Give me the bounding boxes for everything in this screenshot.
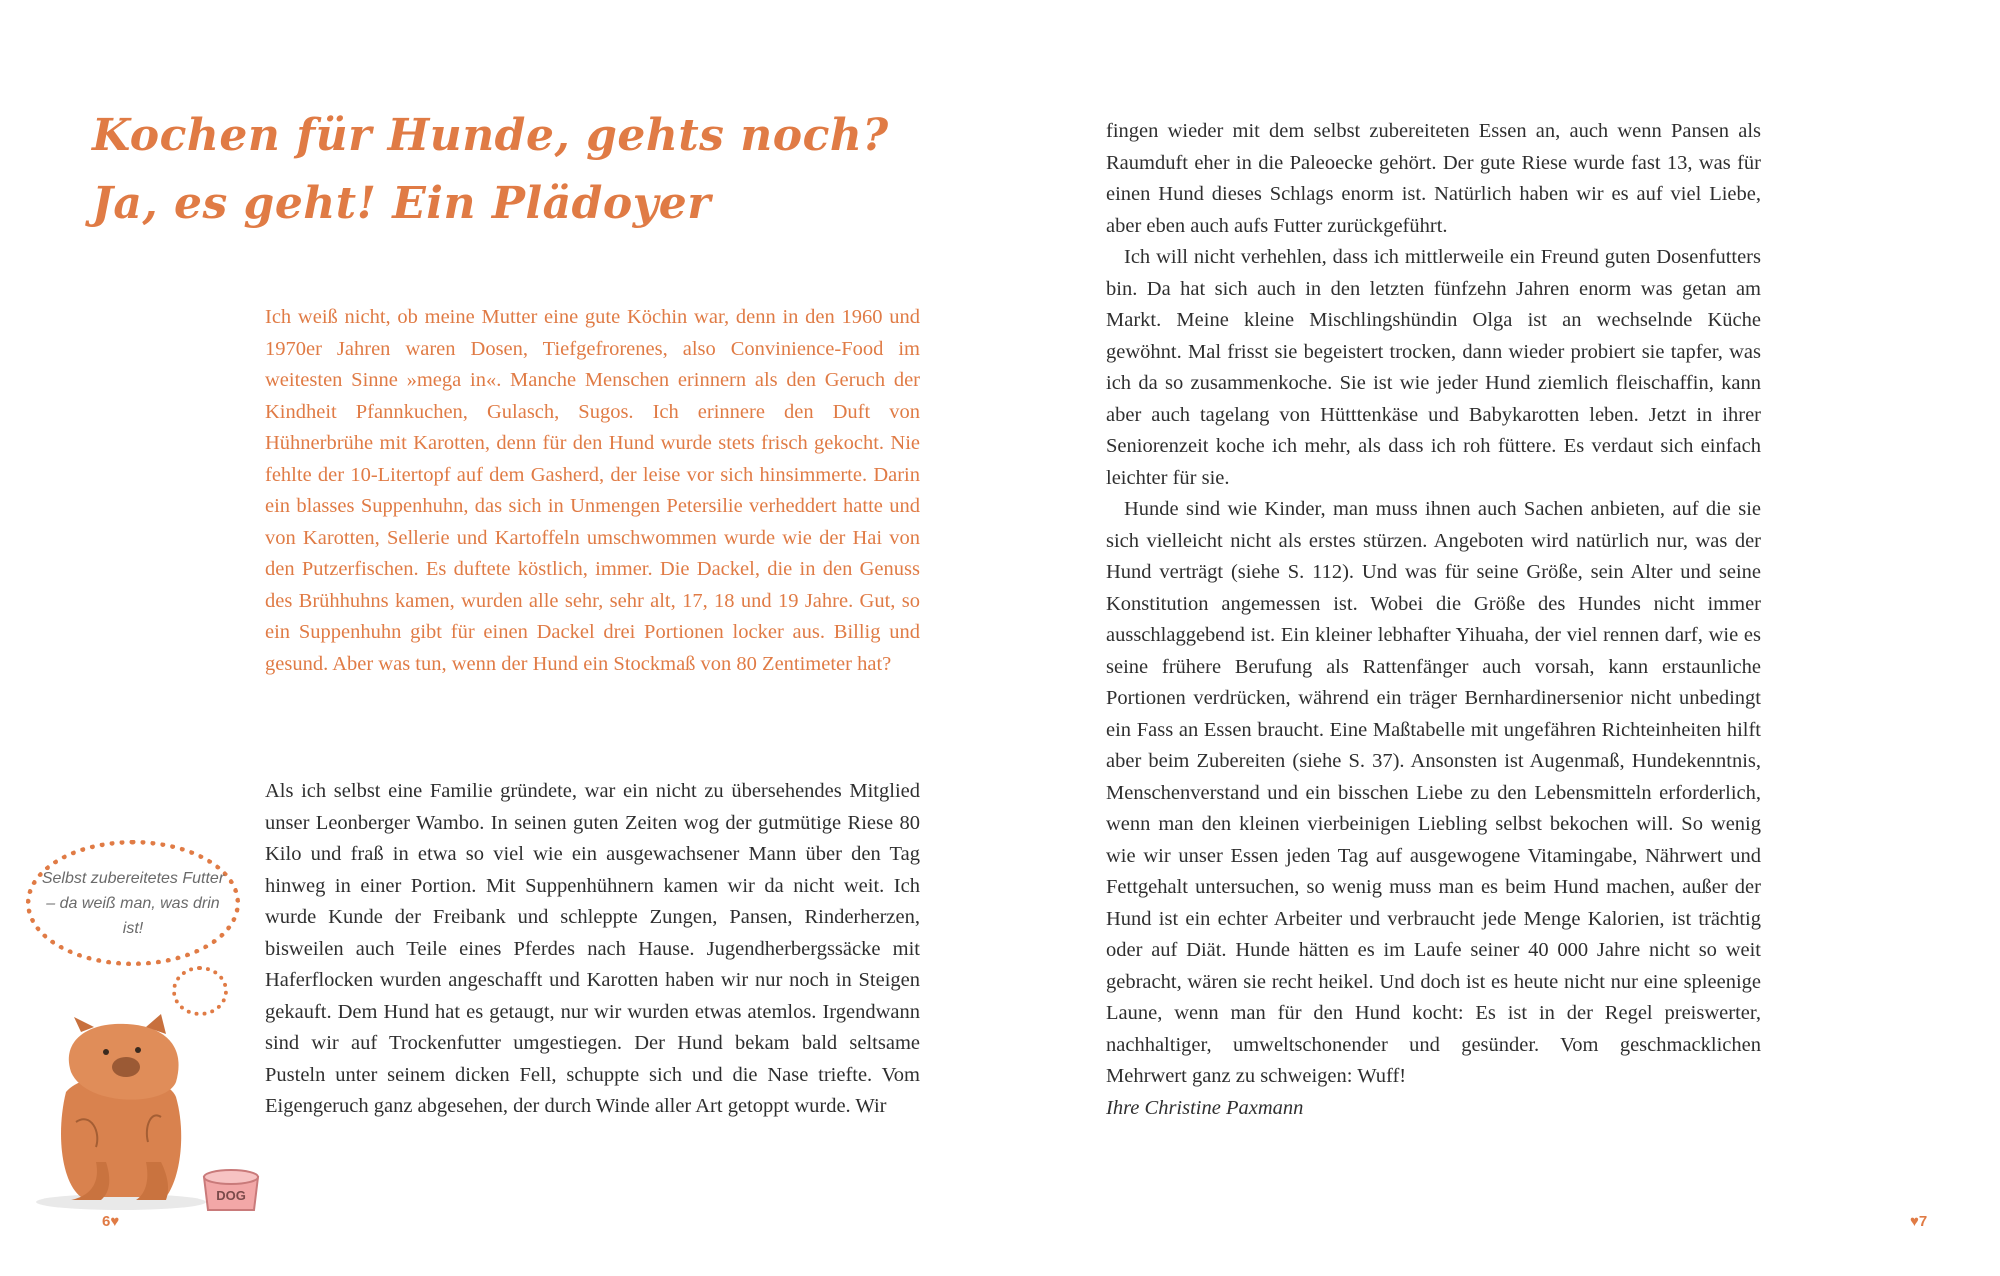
- chapter-title-line-1: Kochen für Hunde, gehts noch?: [92, 110, 889, 161]
- paragraph-right-2: Ich will nicht verhehlen, dass ich mittlerweile ein Freund guten Dosenfutters bin. Da hat sich auch in den letzten fünfzehn Jahren enorm was getan am Markt. Meine kleine Mischlingshündin Olga ist an wechselnde Küche gewöhnt. Mal frisst sie begeistert trocken, dann wieder probiert sie tapfer, was ich da so zusammenkoche. Sie ist wie jeder Hund ziemlich fleischaffin, kann aber auch tagelang von Hütttenkäse und Babykarotten leben. Jetzt in ihrer Seniorenzeit koche ich mehr, als dass ich roh füttere. Es verdaut sich einfach leichter für sie.: [1106, 246, 1761, 489]
- heart-icon: ♥: [110, 1213, 120, 1230]
- author-signature: Ihre Christine Paxmann: [1106, 1096, 1304, 1119]
- page-number-left-value: 6: [102, 1213, 111, 1230]
- intro-paragraph: Ich weiß nicht, ob meine Mutter eine gute Köchin war, denn in den 1960 und 1970er Jahren waren Dosen, Tiefgefrorenes, also Convinience-Food im weitesten Sinne »mega in«. Manche Menschen erinnern als den Geruch der Kindheit Pfannkuchen, Gulasch, Sugos. Ich erinnere den Duft von Hühnerbrühe mit Karotten, denn für den Hund wurde stets frisch gekocht. Nie fehlte der 10-Litertopf auf dem Gasherd, der leise vor sich hinsimmerte. Darin ein blasses Suppenhuhn, das sich in Unmengen Petersilie verheddert hatte und von Karotten, Sellerie und Kartoffeln umschwommen wurde wie der Hai von den Putzerfischen. Es duftete köstlich, immer. Die Dackel, die in den Genuss des Brühhuhns kamen, wurden alle sehr, sehr alt, 17, 18 und 19 Jahre. Gut, so ein Suppenhuhn gibt für einen Dackel drei Portionen locker aus. Billig und gesund. Aber was tun, wenn der Hund ein Stockmaß von 80 Zentimeter hat?: [265, 306, 920, 675]
- page-number-left: [102, 1213, 119, 1230]
- paragraph-right-1: fingen wieder mit dem selbst zubereiteten Essen an, auch wenn Pansen als Raumduft eher in die Paleoecke gehört. Der gute Riese wurde fast 13, was für einen Hund dieses Schlags enorm ist. Natürlich haben wir es auf viel Liebe, aber eben auch aufs Futter zurückgeführt.: [1106, 120, 1761, 237]
- text-column-right: [1106, 116, 1761, 1124]
- dog-illustration: [26, 1012, 276, 1212]
- page-number-right-value: 7: [1918, 1213, 1928, 1230]
- paragraph-right-3: Hunde sind wie Kinder, man muss ihnen auch Sachen anbieten, auf die sie sich vielleicht nicht als erstes stürzen. Angeboten wird natürlich nur, was der Hund verträgt (siehe S. 112). Und was für seine Größe, sein Alter und seine Konstitution angemessen ist. Wobei die Größe des Hundes nicht immer ausschlaggebend ist. Ein kleiner lebhafter Yihuaha, der viel rennen darf, wie es seine frühere Berufung als Rattenfänger auch vorsah, kann erstaunliche Portionen verdrücken, während ein träger Bernhardinersenior nicht unbedingt ein Fass an Essen braucht. Eine Maßtabelle mit ungefähren Richteinheiten hilft aber beim Zubereiten (siehe S. 37). Ansonsten ist Augenmaß, Hundekenntnis, Menschenverstand und ein bisschen Liebe zu den Lebensmitteln erforderlich, wenn man den kleinen vierbeinigen Liebling selbst bekochen will. So wenig wie wir unser Essen jeden Tag auf ausgewogene Vitamingabe, Nährwert und Fettgehalt untersuchen, so wenig muss man es beim Hund machen, außer der Hund ist ein echter Arbeiter und verbraucht jede Menge Kalorien, ist trächtig oder auf Diät. Hunde hätten es im Laufe seiner 40 000 Jahre nicht so weit gebracht, wären sie recht heikel. Und doch ist es heute nicht nur eine spleenige Laune, wenn man für den Hund kocht: Es ist in der Regel preiswerter, nachhaltiger, umweltschonender und gesünder. Vom geschmacklichen Mehrwert ganz zu schweigen: Wuff!: [1106, 498, 1761, 1087]
- thought-bubble-text: Selbst zubereitetes Futter – da weiß man, was drin ist!: [41, 869, 225, 937]
- heart-icon: ♥: [1910, 1213, 1919, 1230]
- thought-bubble: [26, 840, 240, 966]
- right-page: [1000, 0, 2000, 1276]
- dog-bowl: [204, 1170, 258, 1210]
- chapter-title-line-2: Ja, es geht! Ein Plädoyer: [92, 178, 711, 229]
- dog-bowl-label: DOG: [216, 1188, 246, 1203]
- thought-bubble-tail: [172, 966, 228, 1016]
- body-paragraph-left: Als ich selbst eine Familie gründete, war ein nicht zu übersehendes Mitglied unser Leonberger Wambo. In seinen guten Zeiten wog der gutmütige Riese 80 Kilo und fraß in etwa so viel wie ein ausgewachsener Mann über den Tag hinweg in einer Portion. Mit Suppenhühnern kamen wir da nicht weit. Ich wurde Kunde der Freibank und schleppte Zungen, Pansen, Rinderherzen, bisweilen auch Teile eines Pferdes nach Hause. Jugendherbergssäcke mit Haferflocken wurden angeschafft und Karotten haben wir nur noch in Steigen gekauft. Dem Hund hat es getaugt, nur wir wurden etwas atemlos. Irgendwann sind wir auf Trockenfutter umgestiegen. Der Hund bekam bald seltsame Pusteln unter seinem dicken Fell, schuppte sich und die Nase triefte. Vom Eigengeruch ganz abgesehen, der durch Winde aller Art getoppt wurde. Wir: [265, 780, 920, 1117]
- page-number-right: [1910, 1213, 1927, 1230]
- chapter-title: [92, 102, 912, 238]
